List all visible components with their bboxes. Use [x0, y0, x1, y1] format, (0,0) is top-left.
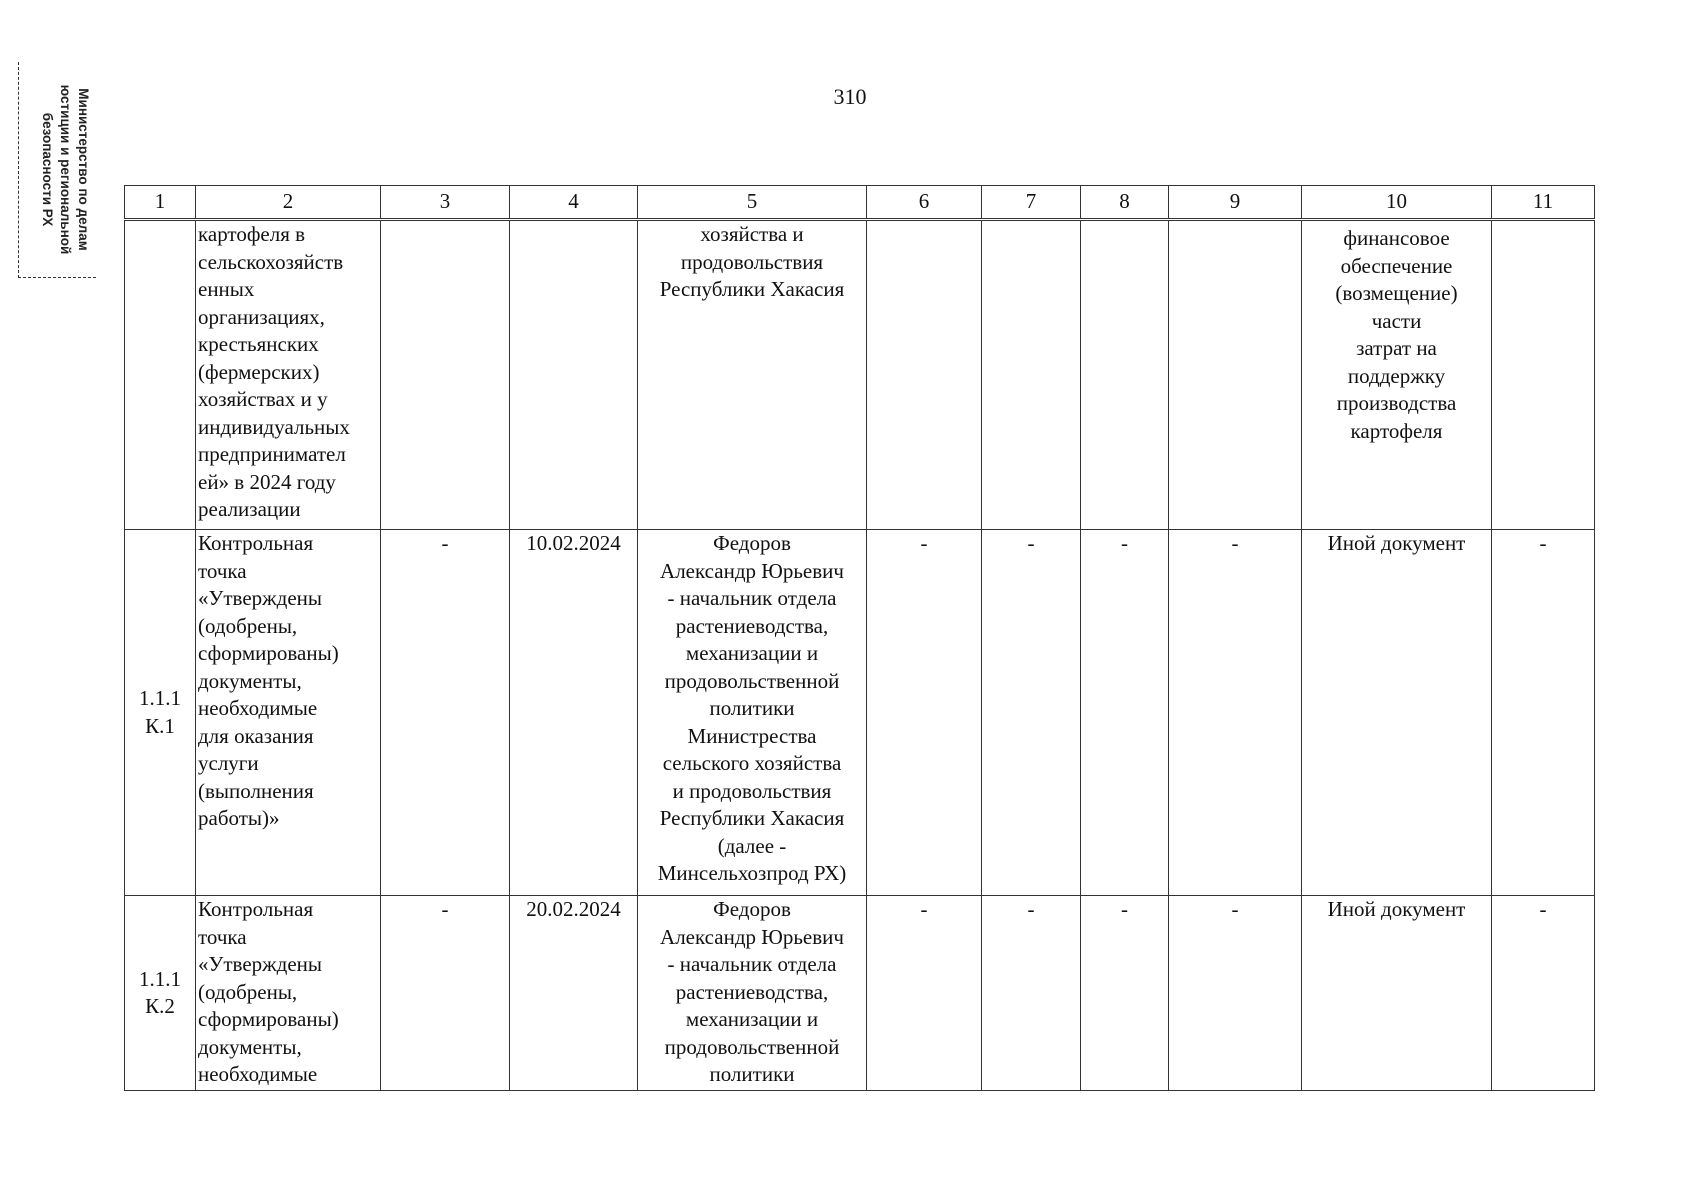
cell-col-8: - — [1081, 896, 1169, 1091]
cell-name: картофеля в сельскохозяйств енных организациях, крестьянских (фермерских) хозяйствах и у индивидуальных предпринимател ей» в 2024 году реализации — [196, 220, 381, 530]
stamp-line-2: юстиции и региональной — [58, 84, 73, 255]
registration-stamp — [18, 62, 96, 278]
page-number: 310 — [833, 84, 867, 109]
cell-document-type: Иной документ — [1302, 896, 1492, 1091]
column-header-8: 8 — [1081, 186, 1169, 220]
cell-date: 20.02.2024 — [510, 896, 638, 1091]
column-header-10: 10 — [1302, 186, 1492, 220]
cell-document-type: Иной документ — [1302, 530, 1492, 896]
column-header-6: 6 — [867, 186, 982, 220]
cell-col-7: - — [982, 896, 1081, 1091]
cell-col-6 — [867, 220, 982, 530]
cell-col-8 — [1081, 220, 1169, 530]
cell-col-11: - — [1492, 530, 1595, 896]
column-header-11: 11 — [1492, 186, 1595, 220]
cell-number: 1.1.1 К.1 — [125, 530, 196, 896]
cell-col-3: - — [381, 530, 510, 896]
cell-col-9 — [1169, 220, 1302, 530]
cell-name: Контрольная точка «Утверждены (одобрены, сформированы) документы, необходимые — [196, 896, 381, 1091]
cell-responsible: Федоров Александр Юрьевич - начальник отдела растениеводства, механизации и продовольственной политики — [638, 896, 867, 1091]
cell-responsible: хозяйства и продовольствия Республики Хакасия — [638, 220, 867, 530]
table-row — [125, 220, 1595, 530]
cell-responsible: Федоров Александр Юрьевич - начальник отдела растениеводства, механизации и продовольственной политики Министрества сельского хозяйства и продовольствия Республики Хакасия (далее - Минсельхозпрод РХ) — [638, 530, 867, 896]
column-header-7: 7 — [982, 186, 1081, 220]
stamp-line-1: Министерство по делам — [76, 88, 91, 251]
cell-col-7 — [982, 220, 1081, 530]
cell-col-6: - — [867, 530, 982, 896]
cell-col-11 — [1492, 220, 1595, 530]
cell-number: 1.1.1 К.2 — [125, 896, 196, 1091]
table-header-row — [125, 186, 1595, 220]
column-header-2: 2 — [196, 186, 381, 220]
column-header-4: 4 — [510, 186, 638, 220]
column-header-9: 9 — [1169, 186, 1302, 220]
cell-col-8: - — [1081, 530, 1169, 896]
cell-col-6: - — [867, 896, 982, 1091]
table-row — [125, 530, 1595, 896]
table-row — [125, 896, 1595, 1091]
cell-number — [125, 220, 196, 530]
cell-document-type: финансовое обеспечение (возмещение) части затрат на поддержку производства картофеля — [1302, 220, 1492, 530]
cell-date: 10.02.2024 — [510, 530, 638, 896]
cell-col-7: - — [982, 530, 1081, 896]
cell-col-3: - — [381, 896, 510, 1091]
cell-col-9: - — [1169, 896, 1302, 1091]
column-header-5: 5 — [638, 186, 867, 220]
cell-col-9: - — [1169, 530, 1302, 896]
cell-date — [510, 220, 638, 530]
stamp-line-3: безопасности РХ — [40, 112, 55, 227]
cell-name: Контрольная точка «Утверждены (одобрены, сформированы) документы, необходимые для оказания услуги (выполнения работы)» — [196, 530, 381, 896]
cell-col-11: - — [1492, 896, 1595, 1091]
column-header-3: 3 — [381, 186, 510, 220]
document-table — [124, 185, 1595, 1091]
column-header-1: 1 — [125, 186, 196, 220]
cell-col-3 — [381, 220, 510, 530]
